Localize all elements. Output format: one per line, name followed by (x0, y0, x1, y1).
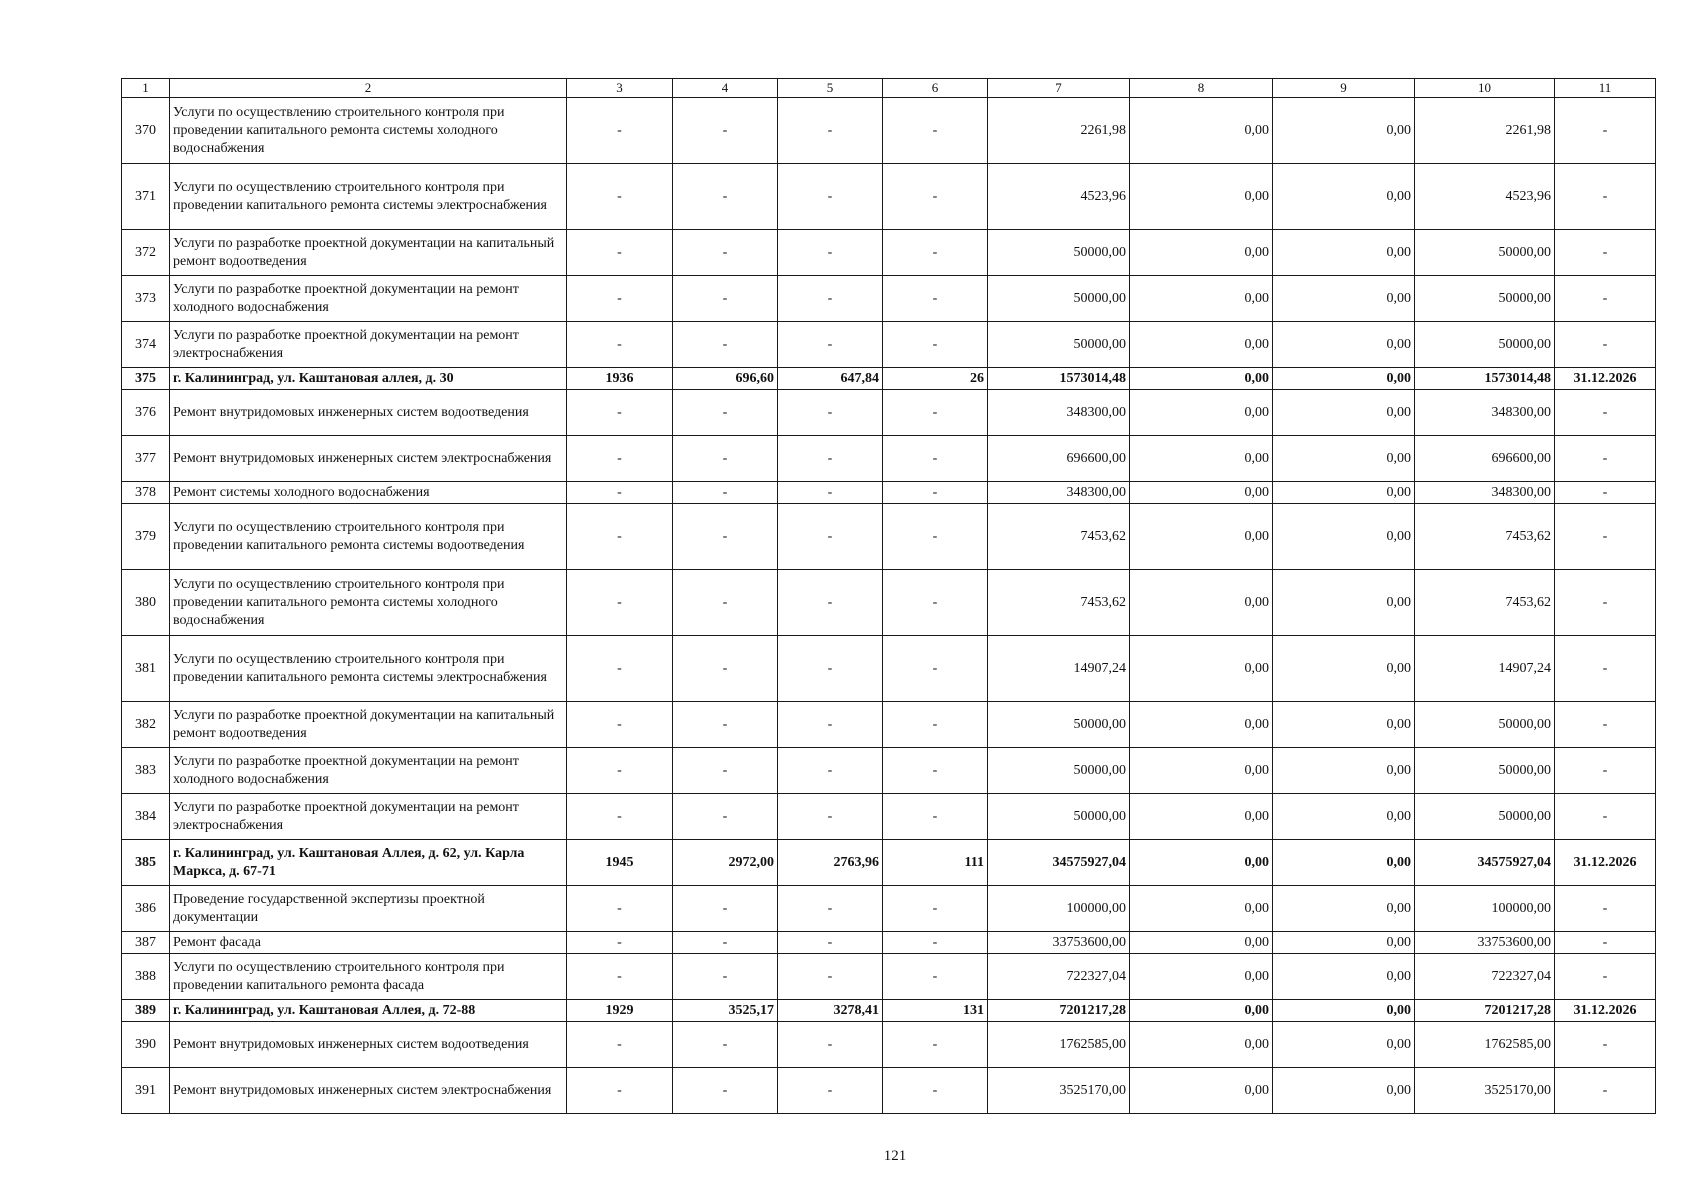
cell-col-3: 1936 (567, 368, 673, 390)
cell-col-6: - (883, 886, 988, 932)
cell-col-3: - (567, 322, 673, 368)
table-row (122, 482, 1656, 504)
cell-col-8: 0,00 (1130, 570, 1273, 636)
table-row (122, 702, 1656, 748)
table-row (122, 1000, 1656, 1022)
table-row (122, 368, 1656, 390)
cell-col-9: 0,00 (1273, 1068, 1415, 1114)
cell-col-11: - (1555, 164, 1656, 230)
table-row (122, 98, 1656, 164)
cell-col-7: 14907,24 (988, 636, 1130, 702)
cell-col-8: 0,00 (1130, 1022, 1273, 1068)
column-header: 8 (1130, 79, 1273, 98)
cell-col-6: - (883, 636, 988, 702)
cell-row-number: 380 (122, 570, 170, 636)
cell-col-6: - (883, 164, 988, 230)
cell-col-4: - (673, 276, 778, 322)
cell-col-6: - (883, 1068, 988, 1114)
cell-col-3: - (567, 886, 673, 932)
cell-col-3: - (567, 748, 673, 794)
cell-row-number: 389 (122, 1000, 170, 1022)
cell-row-number: 385 (122, 840, 170, 886)
cell-col-4: 2972,00 (673, 840, 778, 886)
cell-col-3: - (567, 98, 673, 164)
cell-col-8: 0,00 (1130, 1068, 1273, 1114)
cell-col-4: - (673, 636, 778, 702)
cell-col-5: - (778, 748, 883, 794)
cell-col-10: 1573014,48 (1415, 368, 1555, 390)
cell-col-7: 50000,00 (988, 276, 1130, 322)
cell-col-10: 348300,00 (1415, 482, 1555, 504)
cell-col-3: - (567, 164, 673, 230)
cell-row-number: 390 (122, 1022, 170, 1068)
cell-col-5: - (778, 794, 883, 840)
cell-col-7: 2261,98 (988, 98, 1130, 164)
cell-description: Услуги по разработке проектной документации на капитальный ремонт водоотведения (170, 702, 567, 748)
cell-col-5: - (778, 436, 883, 482)
cell-col-9: 0,00 (1273, 230, 1415, 276)
table-row (122, 748, 1656, 794)
cell-col-6: 26 (883, 368, 988, 390)
cell-col-9: 0,00 (1273, 636, 1415, 702)
cell-col-7: 348300,00 (988, 390, 1130, 436)
cell-col-5: - (778, 164, 883, 230)
table-row (122, 390, 1656, 436)
cell-col-8: 0,00 (1130, 886, 1273, 932)
cell-row-number: 388 (122, 954, 170, 1000)
cell-col-7: 50000,00 (988, 794, 1130, 840)
cell-col-4: - (673, 570, 778, 636)
cell-col-5: - (778, 230, 883, 276)
cell-row-number: 377 (122, 436, 170, 482)
cell-col-7: 348300,00 (988, 482, 1130, 504)
cell-row-number: 378 (122, 482, 170, 504)
column-header: 9 (1273, 79, 1415, 98)
cell-col-6: - (883, 702, 988, 748)
cell-col-10: 34575927,04 (1415, 840, 1555, 886)
cell-row-number: 370 (122, 98, 170, 164)
cell-col-11: - (1555, 748, 1656, 794)
cell-description: г. Калининград, ул. Каштановая Аллея, д. 72-88 (170, 1000, 567, 1022)
cell-col-4: - (673, 886, 778, 932)
cell-col-3: - (567, 636, 673, 702)
cell-col-9: 0,00 (1273, 276, 1415, 322)
cell-col-11: 31.12.2026 (1555, 840, 1656, 886)
table-row (122, 230, 1656, 276)
cell-row-number: 376 (122, 390, 170, 436)
cell-col-8: 0,00 (1130, 1000, 1273, 1022)
cell-col-8: 0,00 (1130, 276, 1273, 322)
cell-row-number: 374 (122, 322, 170, 368)
column-header: 11 (1555, 79, 1656, 98)
cell-col-6: - (883, 794, 988, 840)
cell-col-4: - (673, 436, 778, 482)
cell-description: Услуги по разработке проектной документации на ремонт электроснабжения (170, 794, 567, 840)
cell-col-6: 131 (883, 1000, 988, 1022)
cell-col-9: 0,00 (1273, 482, 1415, 504)
cell-col-8: 0,00 (1130, 840, 1273, 886)
cell-col-11: - (1555, 98, 1656, 164)
column-header: 3 (567, 79, 673, 98)
table-row (122, 954, 1656, 1000)
cell-row-number: 381 (122, 636, 170, 702)
cell-col-11: - (1555, 504, 1656, 570)
cell-col-10: 1762585,00 (1415, 1022, 1555, 1068)
cell-col-5: - (778, 390, 883, 436)
column-header: 2 (170, 79, 567, 98)
cell-col-8: 0,00 (1130, 954, 1273, 1000)
table-body (122, 98, 1656, 1114)
cell-row-number: 375 (122, 368, 170, 390)
table-row (122, 886, 1656, 932)
page-number: 121 (883, 1148, 907, 1164)
column-header: 10 (1415, 79, 1555, 98)
table-row (122, 504, 1656, 570)
table-row (122, 1068, 1656, 1114)
cell-col-11: - (1555, 886, 1656, 932)
cell-col-8: 0,00 (1130, 230, 1273, 276)
cell-col-4: - (673, 164, 778, 230)
cell-col-6: - (883, 932, 988, 954)
cell-col-6: - (883, 570, 988, 636)
cell-col-6: - (883, 322, 988, 368)
cell-col-9: 0,00 (1273, 748, 1415, 794)
cell-col-7: 50000,00 (988, 230, 1130, 276)
cell-col-6: - (883, 276, 988, 322)
cell-description: Услуги по осуществлению строительного контроля при проведении капитального ремонта системы холодного водоснабжения (170, 98, 567, 164)
cell-col-11: - (1555, 702, 1656, 748)
cell-col-3: - (567, 504, 673, 570)
cell-col-7: 7201217,28 (988, 1000, 1130, 1022)
cell-col-9: 0,00 (1273, 932, 1415, 954)
cell-col-11: - (1555, 322, 1656, 368)
cell-col-10: 50000,00 (1415, 794, 1555, 840)
cell-description: Услуги по осуществлению строительного контроля при проведении капитального ремонта системы холодного водоснабжения (170, 570, 567, 636)
cell-col-3: - (567, 932, 673, 954)
cell-col-8: 0,00 (1130, 748, 1273, 794)
cell-col-7: 7453,62 (988, 504, 1130, 570)
cell-col-8: 0,00 (1130, 98, 1273, 164)
cell-col-3: - (567, 230, 673, 276)
column-header: 4 (673, 79, 778, 98)
cell-col-10: 7201217,28 (1415, 1000, 1555, 1022)
cell-col-9: 0,00 (1273, 164, 1415, 230)
table-row (122, 636, 1656, 702)
cell-col-10: 50000,00 (1415, 276, 1555, 322)
cell-col-11: - (1555, 636, 1656, 702)
cell-col-7: 33753600,00 (988, 932, 1130, 954)
cell-description: Ремонт внутридомовых инженерных систем водоотведения (170, 390, 567, 436)
cell-col-4: - (673, 230, 778, 276)
cell-col-3: - (567, 1022, 673, 1068)
cell-col-5: - (778, 570, 883, 636)
cell-col-7: 1762585,00 (988, 1022, 1130, 1068)
cell-col-10: 33753600,00 (1415, 932, 1555, 954)
table-row (122, 322, 1656, 368)
cell-col-11: - (1555, 1068, 1656, 1114)
cell-col-3: - (567, 570, 673, 636)
cell-col-9: 0,00 (1273, 1000, 1415, 1022)
cell-col-11: - (1555, 230, 1656, 276)
cell-col-9: 0,00 (1273, 886, 1415, 932)
cell-col-7: 4523,96 (988, 164, 1130, 230)
cell-col-4: - (673, 322, 778, 368)
cell-col-7: 50000,00 (988, 322, 1130, 368)
cell-col-10: 696600,00 (1415, 436, 1555, 482)
cell-col-10: 7453,62 (1415, 570, 1555, 636)
table-row (122, 794, 1656, 840)
cell-col-7: 722327,04 (988, 954, 1130, 1000)
cell-col-3: - (567, 390, 673, 436)
cell-col-6: - (883, 954, 988, 1000)
cell-col-10: 50000,00 (1415, 702, 1555, 748)
cell-col-11: - (1555, 794, 1656, 840)
cell-col-6: 111 (883, 840, 988, 886)
cell-col-9: 0,00 (1273, 390, 1415, 436)
cell-col-10: 14907,24 (1415, 636, 1555, 702)
cell-col-8: 0,00 (1130, 164, 1273, 230)
cell-col-8: 0,00 (1130, 322, 1273, 368)
cell-col-4: - (673, 482, 778, 504)
cell-col-5: - (778, 702, 883, 748)
cell-col-4: - (673, 1022, 778, 1068)
cell-col-9: 0,00 (1273, 954, 1415, 1000)
cell-col-10: 4523,96 (1415, 164, 1555, 230)
cell-col-4: - (673, 504, 778, 570)
cell-col-9: 0,00 (1273, 702, 1415, 748)
cell-col-6: - (883, 230, 988, 276)
cell-col-7: 1573014,48 (988, 368, 1130, 390)
cell-col-6: - (883, 748, 988, 794)
cell-row-number: 373 (122, 276, 170, 322)
cell-row-number: 387 (122, 932, 170, 954)
cell-row-number: 384 (122, 794, 170, 840)
cell-col-10: 7453,62 (1415, 504, 1555, 570)
cell-col-10: 50000,00 (1415, 322, 1555, 368)
cell-col-9: 0,00 (1273, 1022, 1415, 1068)
cell-col-3: 1929 (567, 1000, 673, 1022)
column-header: 5 (778, 79, 883, 98)
cell-col-5: - (778, 636, 883, 702)
cell-col-6: - (883, 390, 988, 436)
cell-description: Услуги по разработке проектной документации на капитальный ремонт водоотведения (170, 230, 567, 276)
cell-description: г. Калининград, ул. Каштановая аллея, д. 30 (170, 368, 567, 390)
cell-col-9: 0,00 (1273, 98, 1415, 164)
cell-col-8: 0,00 (1130, 390, 1273, 436)
cell-description: Услуги по разработке проектной документации на ремонт холодного водоснабжения (170, 748, 567, 794)
cell-col-4: - (673, 390, 778, 436)
cell-description: Услуги по осуществлению строительного контроля при проведении капитального ремонта системы электроснабжения (170, 636, 567, 702)
cell-col-5: - (778, 954, 883, 1000)
column-number-row (122, 79, 1656, 98)
cell-col-11: - (1555, 482, 1656, 504)
cell-col-3: - (567, 954, 673, 1000)
cell-col-7: 696600,00 (988, 436, 1130, 482)
cell-col-9: 0,00 (1273, 794, 1415, 840)
cell-col-3: - (567, 436, 673, 482)
cell-col-6: - (883, 504, 988, 570)
cell-col-6: - (883, 98, 988, 164)
cell-col-5: 647,84 (778, 368, 883, 390)
cell-col-3: - (567, 702, 673, 748)
cell-col-11: - (1555, 390, 1656, 436)
cell-col-11: - (1555, 276, 1656, 322)
cell-col-5: 2763,96 (778, 840, 883, 886)
cell-col-7: 100000,00 (988, 886, 1130, 932)
cell-col-5: 3278,41 (778, 1000, 883, 1022)
cell-col-4: 3525,17 (673, 1000, 778, 1022)
cell-col-5: - (778, 1022, 883, 1068)
cell-row-number: 379 (122, 504, 170, 570)
cell-col-9: 0,00 (1273, 368, 1415, 390)
cell-col-8: 0,00 (1130, 482, 1273, 504)
cell-col-8: 0,00 (1130, 436, 1273, 482)
cell-col-3: - (567, 482, 673, 504)
cell-col-8: 0,00 (1130, 932, 1273, 954)
cell-col-10: 3525170,00 (1415, 1068, 1555, 1114)
cell-col-11: - (1555, 932, 1656, 954)
cell-col-5: - (778, 886, 883, 932)
cell-description: Проведение государственной экспертизы проектной документации (170, 886, 567, 932)
cell-description: Ремонт внутридомовых инженерных систем электроснабжения (170, 436, 567, 482)
cell-col-10: 50000,00 (1415, 748, 1555, 794)
cell-col-4: - (673, 702, 778, 748)
cell-col-9: 0,00 (1273, 504, 1415, 570)
cell-col-3: - (567, 1068, 673, 1114)
cell-col-9: 0,00 (1273, 436, 1415, 482)
cell-col-4: - (673, 1068, 778, 1114)
cell-col-8: 0,00 (1130, 636, 1273, 702)
cell-col-10: 2261,98 (1415, 98, 1555, 164)
cell-col-7: 50000,00 (988, 702, 1130, 748)
cell-col-6: - (883, 482, 988, 504)
cell-col-8: 0,00 (1130, 702, 1273, 748)
cell-col-5: - (778, 98, 883, 164)
cell-col-9: 0,00 (1273, 322, 1415, 368)
cell-col-3: 1945 (567, 840, 673, 886)
cell-col-6: - (883, 1022, 988, 1068)
cell-col-11: 31.12.2026 (1555, 1000, 1656, 1022)
cell-row-number: 386 (122, 886, 170, 932)
cell-col-5: - (778, 482, 883, 504)
cell-col-5: - (778, 322, 883, 368)
cell-col-8: 0,00 (1130, 504, 1273, 570)
cell-col-7: 34575927,04 (988, 840, 1130, 886)
table-row (122, 1022, 1656, 1068)
cell-row-number: 372 (122, 230, 170, 276)
cell-col-7: 7453,62 (988, 570, 1130, 636)
table-row (122, 932, 1656, 954)
cell-col-5: - (778, 932, 883, 954)
cell-col-9: 0,00 (1273, 570, 1415, 636)
table-row (122, 840, 1656, 886)
cell-col-10: 348300,00 (1415, 390, 1555, 436)
cell-row-number: 382 (122, 702, 170, 748)
cell-col-10: 100000,00 (1415, 886, 1555, 932)
cell-col-7: 50000,00 (988, 748, 1130, 794)
cell-col-4: 696,60 (673, 368, 778, 390)
cell-description: Ремонт системы холодного водоснабжения (170, 482, 567, 504)
cell-description: Услуги по осуществлению строительного контроля при проведении капитального ремонта системы электроснабжения (170, 164, 567, 230)
cell-row-number: 371 (122, 164, 170, 230)
cell-col-11: 31.12.2026 (1555, 368, 1656, 390)
cell-description: Услуги по осуществлению строительного контроля при проведении капитального ремонта фасада (170, 954, 567, 1000)
cell-description: г. Калининград, ул. Каштановая Аллея, д. 62, ул. Карла Маркса, д. 67-71 (170, 840, 567, 886)
cell-col-6: - (883, 436, 988, 482)
cell-description: Услуги по осуществлению строительного контроля при проведении капитального ремонта системы водоотведения (170, 504, 567, 570)
cell-col-8: 0,00 (1130, 794, 1273, 840)
cell-col-4: - (673, 794, 778, 840)
cell-col-5: - (778, 504, 883, 570)
cell-col-5: - (778, 1068, 883, 1114)
cell-col-5: - (778, 276, 883, 322)
table-row (122, 570, 1656, 636)
cell-col-10: 722327,04 (1415, 954, 1555, 1000)
cell-col-4: - (673, 954, 778, 1000)
cell-col-11: - (1555, 954, 1656, 1000)
cell-col-3: - (567, 276, 673, 322)
cell-col-11: - (1555, 1022, 1656, 1068)
cell-description: Услуги по разработке проектной документации на ремонт электроснабжения (170, 322, 567, 368)
cell-col-11: - (1555, 570, 1656, 636)
cell-col-8: 0,00 (1130, 368, 1273, 390)
cell-description: Ремонт внутридомовых инженерных систем водоотведения (170, 1022, 567, 1068)
cell-col-9: 0,00 (1273, 840, 1415, 886)
repair-program-table (121, 78, 1656, 1114)
cell-col-4: - (673, 748, 778, 794)
cell-description: Ремонт фасада (170, 932, 567, 954)
cell-col-3: - (567, 794, 673, 840)
cell-row-number: 391 (122, 1068, 170, 1114)
column-header: 1 (122, 79, 170, 98)
column-header: 7 (988, 79, 1130, 98)
cell-description: Ремонт внутридомовых инженерных систем электроснабжения (170, 1068, 567, 1114)
column-header: 6 (883, 79, 988, 98)
cell-col-11: - (1555, 436, 1656, 482)
cell-col-4: - (673, 932, 778, 954)
cell-col-4: - (673, 98, 778, 164)
cell-row-number: 383 (122, 748, 170, 794)
table-row (122, 436, 1656, 482)
table-row (122, 276, 1656, 322)
table-row (122, 164, 1656, 230)
cell-col-10: 50000,00 (1415, 230, 1555, 276)
cell-col-7: 3525170,00 (988, 1068, 1130, 1114)
cell-description: Услуги по разработке проектной документации на ремонт холодного водоснабжения (170, 276, 567, 322)
